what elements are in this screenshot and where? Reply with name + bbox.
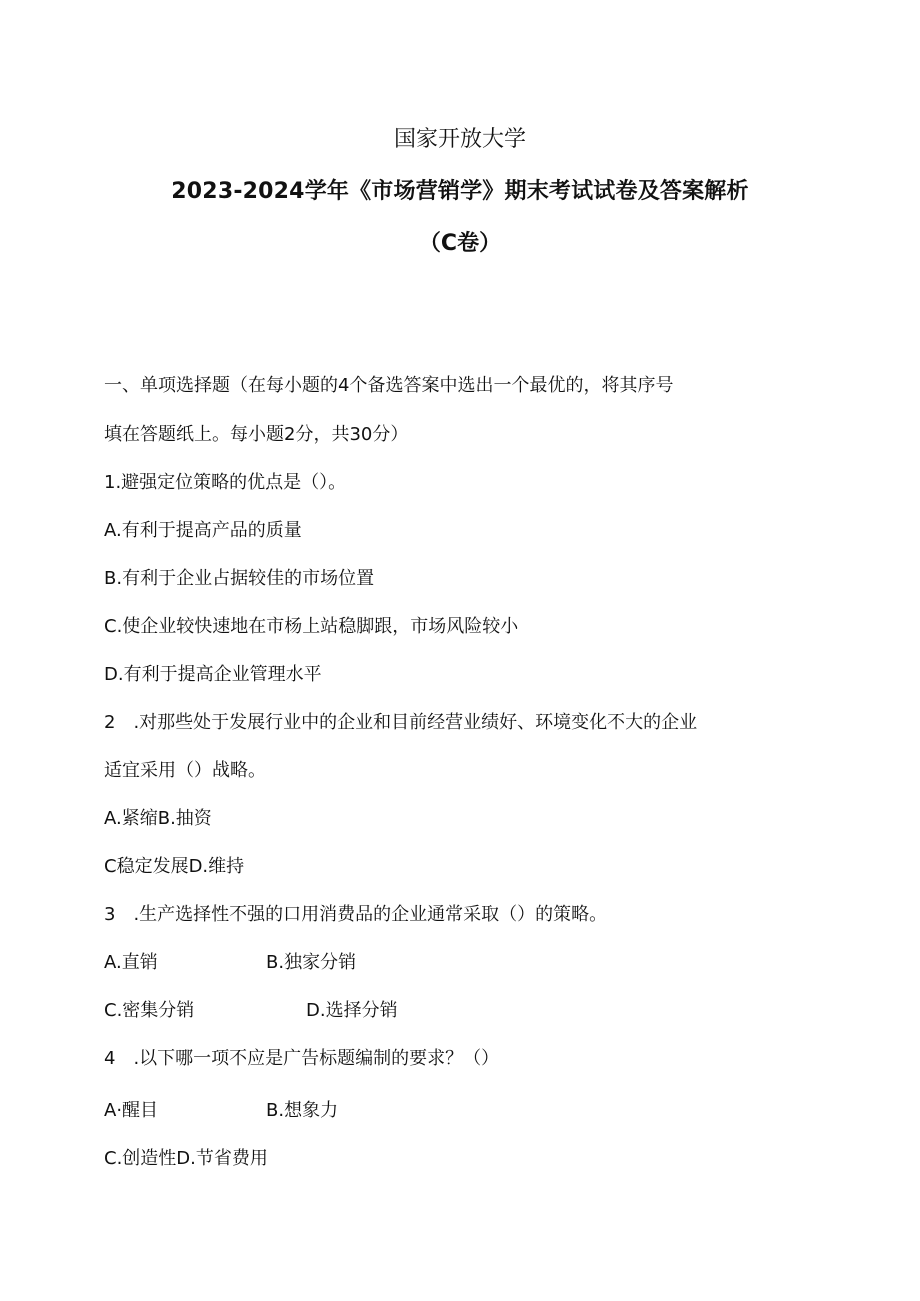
question-1-stem: 1.避强定位策略的优点是（）。 xyxy=(104,472,347,493)
section-heading-line1: 一、单项选择题（在每小题的4个备选答案中选出一个最优的，将其序号 xyxy=(104,375,674,396)
question-3-option-c: C.密集分销 xyxy=(104,1000,195,1021)
question-3-stem: 3 .生产选择性不强的口用消费品的企业通常采取（）的策略。 xyxy=(104,904,608,925)
question-4-option-b: B.想象力 xyxy=(266,1100,339,1121)
question-1-option-b: B.有利于企业占据较佳的市场位置 xyxy=(104,568,375,589)
question-4-options-cd: C.创造性D.节省费用 xyxy=(104,1148,268,1169)
question-3-option-d: D.选择分销 xyxy=(306,1000,398,1021)
question-2-stem-line1: 2 .对那些处于发展行业中的企业和目前经营业绩好、环境变化不大的企业 xyxy=(104,712,698,733)
question-2-options-cd: C稳定发展D.维持 xyxy=(104,856,245,877)
exam-title: 2023-2024学年《市场营销学》期末考试试卷及答案解析 xyxy=(171,179,749,204)
section-heading-line2: 填在答题纸上。每小题2分，共30分） xyxy=(104,424,409,445)
question-2-options-ab: A.紧缩B.抽资 xyxy=(104,808,212,829)
question-1-option-d: D.有利于提高企业管理水平 xyxy=(104,664,322,685)
institution-title: 国家开放大学 xyxy=(393,127,526,152)
question-3-option-a: A.直销 xyxy=(104,952,158,973)
question-4-option-a: A·醒目 xyxy=(104,1100,159,1121)
volume-label: （C卷） xyxy=(418,231,502,256)
question-1-option-a: A.有利于提高产品的质量 xyxy=(104,520,302,541)
question-4-stem: 4 .以下哪一项不应是广告标题编制的要求？（） xyxy=(104,1048,500,1069)
question-2-stem-line2: 适宜采用（）战略。 xyxy=(104,760,266,781)
question-3-option-b: B.独家分销 xyxy=(266,952,357,973)
question-1-option-c: C.使企业较快速地在市杨上站稳脚跟，市场风险较小 xyxy=(104,616,519,637)
